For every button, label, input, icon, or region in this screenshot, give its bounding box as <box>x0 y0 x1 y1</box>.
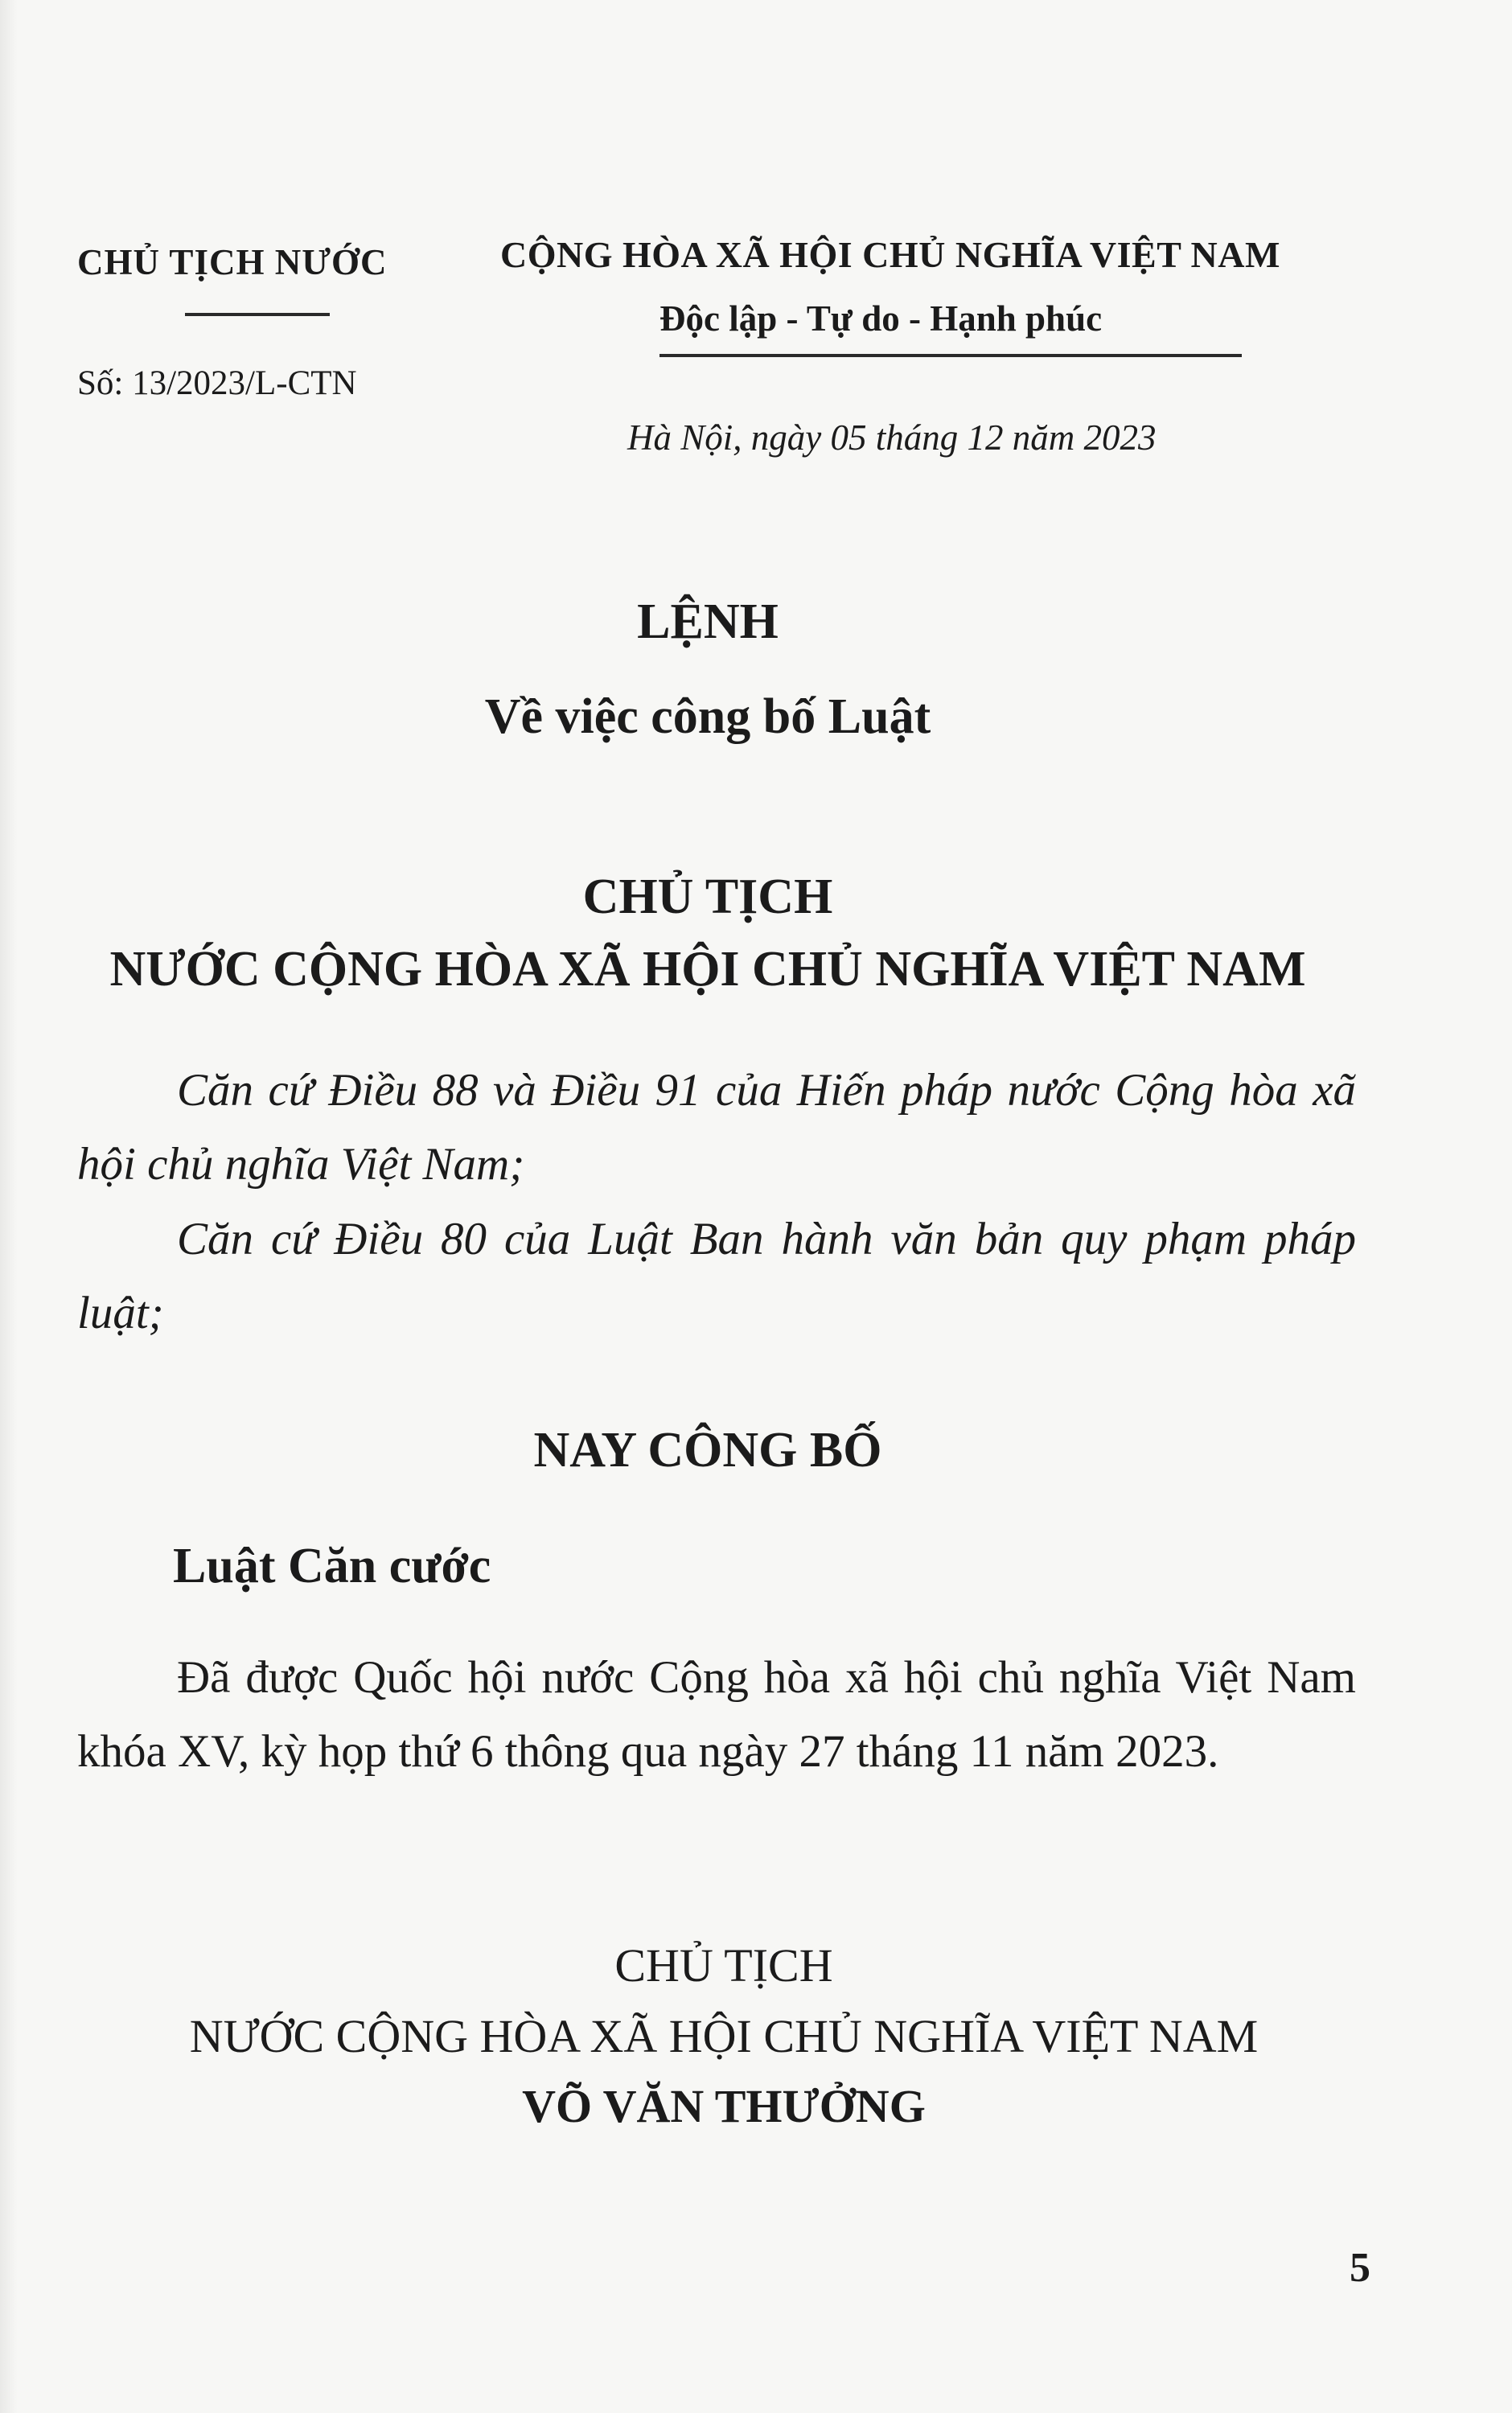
issuing-agency: CHỦ TỊCH NƯỚC <box>77 242 388 282</box>
legal-basis-paragraph: Căn cứ Điều 88 và Điều 91 của Hiến pháp nước Cộng hòa xã hội chủ nghĩa Việt Nam; <box>77 1065 1356 1190</box>
legal-basis-paragraph: Căn cứ Điều 80 của Luật Ban hành văn bản quy phạm pháp luật; <box>77 1214 1356 1338</box>
law-name: Luật Căn cước <box>173 1539 491 1593</box>
national-motto: Độc lập - Tự do - Hạnh phúc <box>659 298 1103 339</box>
signer-name: VÕ VĂN THƯỞNG <box>522 2080 926 2132</box>
place-and-date: Hà Nội, ngày 05 tháng 12 năm 2023 <box>627 417 1157 458</box>
passage-statement: Đã được Quốc hội nước Cộng hòa xã hội chủ nghĩa Việt Nam khóa XV, kỳ họp thứ 6 thông qua ngày 27 tháng 11 năm 2023. <box>77 1652 1356 1777</box>
agency-underline <box>185 313 330 316</box>
document-subject: Về việc công bố Luật <box>484 689 931 744</box>
motto-underline <box>659 354 1242 357</box>
signature-title-line2: NƯỚC CỘNG HÒA XÃ HỘI CHỦ NGHĨA VIỆT NAM <box>189 2010 1259 2062</box>
national-title: CỘNG HÒA XÃ HỘI CHỦ NGHĨA VIỆT NAM <box>500 234 1280 275</box>
document-number: Số: 13/2023/L-CTN <box>77 364 357 402</box>
document-type-heading: LỆNH <box>637 594 779 649</box>
signature-title-line1: CHỦ TỊCH <box>614 1939 833 1992</box>
promulgation-heading: NAY CÔNG BỐ <box>533 1423 882 1478</box>
issuer-title-line1: CHỦ TỊCH <box>582 869 833 924</box>
issuer-title-line2: NƯỚC CỘNG HÒA XÃ HỘI CHỦ NGHĨA VIỆT NAM <box>109 942 1306 997</box>
page-number: 5 <box>1350 2245 1370 2291</box>
